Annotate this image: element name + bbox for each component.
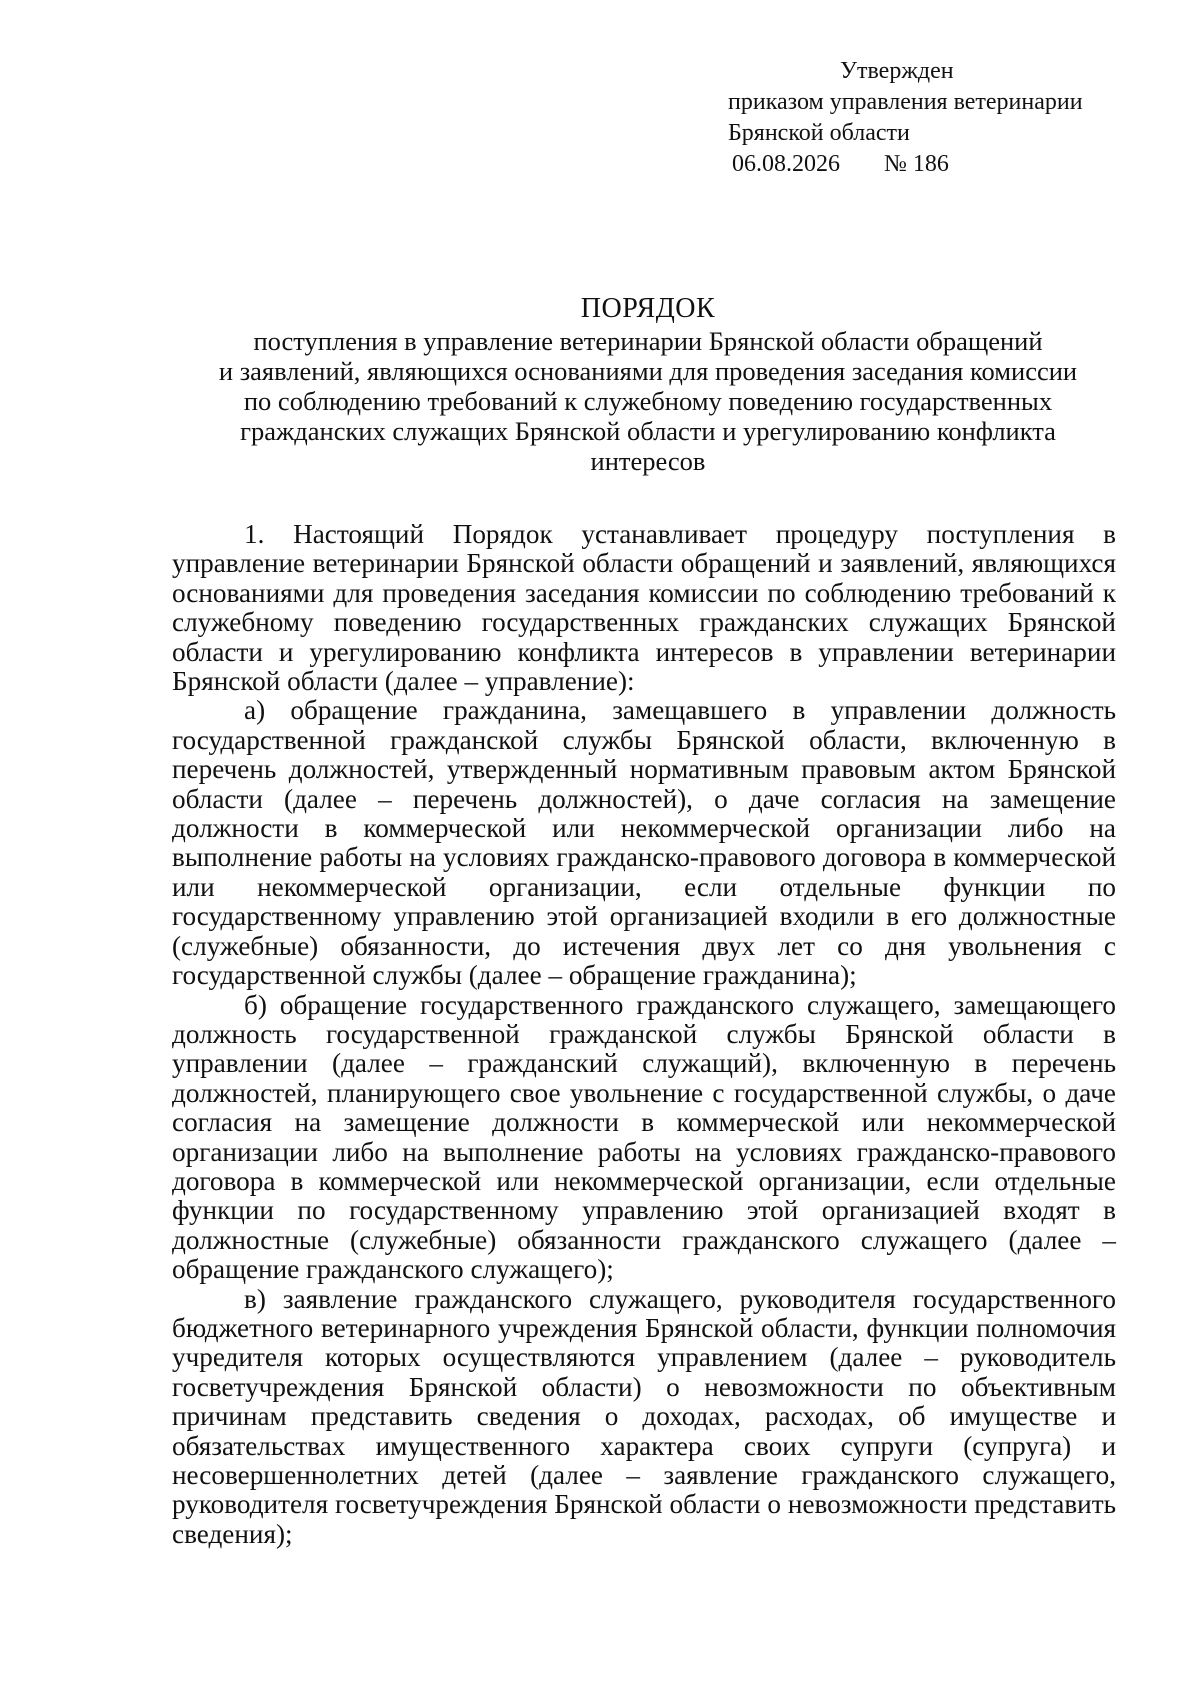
- title-line-1: поступления в управление ветеринарии Брянской области обращений: [253, 326, 1043, 356]
- title-main: ПОРЯДОК: [580, 293, 716, 324]
- approval-date-line: [728, 149, 1083, 180]
- document-body: [172, 520, 1116, 1549]
- paragraph-item-b: б) обращение государственного гражданского служащего, замещающего должность государственной гражданской службы Брянской области в управлении (далее – гражданский служащий), включенную в перечень должностей, планирующего свое увольнение с государственной службы, о даче согласия на замещение должности в коммерческой или некоммерческой организации либо на выполнение работы на условиях гражданско-правового договора в коммерческой или некоммерческой организации, если отдельные функции по государственному управлению этой организацией входят в должностные (служебные) обязанности гражданского служащего (далее – обращение гражданского служащего);: [172, 989, 1116, 1285]
- approval-stamp: [728, 56, 1083, 180]
- title-line-3: по соблюдению требований к служебному поведению государственных: [243, 386, 1053, 416]
- title-line-4: гражданских служащих Брянской области и урегулированию конфликта: [240, 416, 1056, 446]
- approval-line-2: приказом управления ветеринарии: [728, 89, 1083, 115]
- paragraph-item-c: в) заявление гражданского служащего, руководителя государственного бюджетного ветеринарного учреждения Брянской области, функции полномочия учредителя которых осуществляются управлением (далее – руководитель госветучреждения Брянской области) о невозможности по объективным причинам представить сведения о доходах, расходах, об имуществе и обязательствах имущественного характера своих супруги (супруга) и несовершеннолетних детей (далее – заявление гражданского служащего, руководителя госветучреждения Брянской области о невозможности представить сведения);: [172, 1283, 1116, 1549]
- paragraph-1: 1. Настоящий Порядок устанавливает процедуру поступления в управление ветеринарии Брянской области обращений и заявлений, являющихся основаниями для проведения заседания комиссии по соблюдению требований к служебному поведению государственных гражданских служащих Брянской области и урегулированию конфликта интересов в управлении ветеринарии Брянской области (далее – управление):: [172, 519, 1116, 697]
- title-line-5: интересов: [590, 446, 706, 476]
- paragraph-item-a: а) обращение гражданина, замещавшего в управлении должность государственной гражданской службы Брянской области, включенную в перечень должностей, утвержденный нормативным правовым актом Брянской области (далее – перечень должностей), о даче согласия на замещение должности в коммерческой или некоммерческой организации либо на выполнение работы на условиях гражданско-правового договора в коммерческой или некоммерческой организации, если отдельные функции по государственному управлению этой организацией входили в его должностные (служебные) обязанности, до истечения двух лет со дня увольнения с государственной службы (далее – обращение гражданина);: [172, 695, 1116, 991]
- approval-line-3: Брянской области: [728, 120, 910, 146]
- approval-line-1: Утвержден: [840, 58, 954, 84]
- approval-number: № 186: [884, 151, 949, 177]
- document-title: [170, 294, 1126, 476]
- approval-date: 06.08.2026: [732, 151, 840, 177]
- title-line-2: и заявлений, являющихся основаниями для проведения заседания комиссии: [218, 356, 1078, 386]
